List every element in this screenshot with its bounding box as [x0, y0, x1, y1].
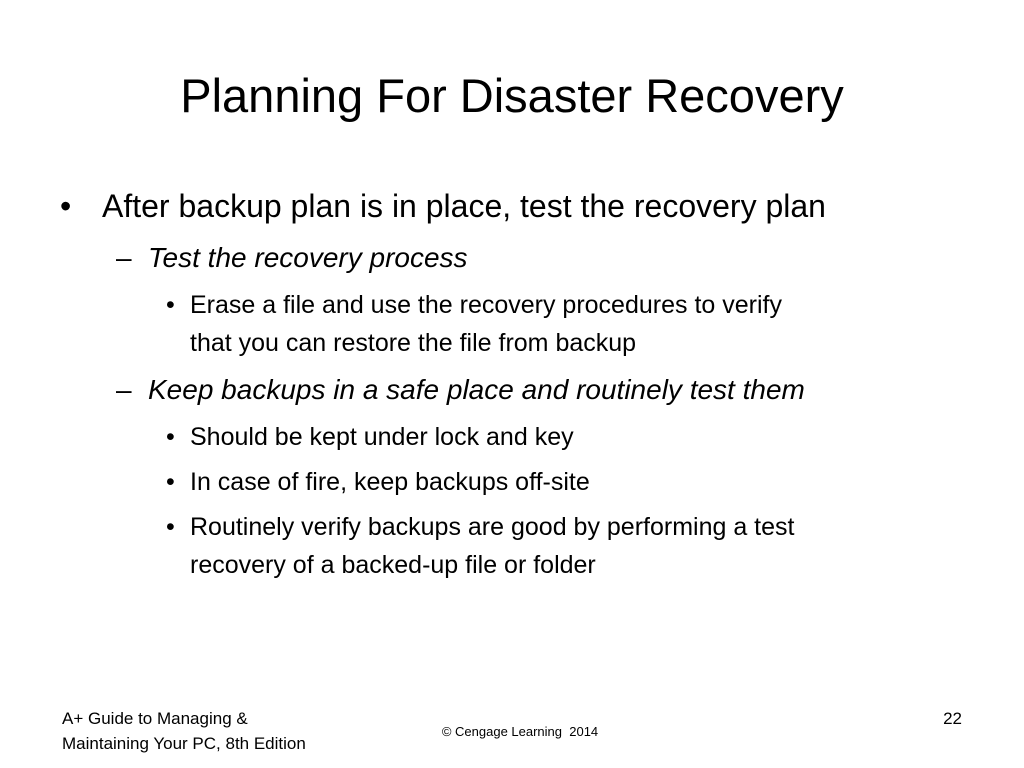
dash-marker: –	[116, 374, 132, 405]
slide-title: Planning For Disaster Recovery	[180, 69, 844, 122]
point-marker: •	[166, 291, 175, 319]
slide-number: 22	[943, 709, 962, 728]
point-text-line: recovery of a backed-up file or folder	[190, 551, 596, 579]
dash-marker: –	[116, 242, 132, 273]
footer-book-line: Maintaining Your PC, 8th Edition	[62, 734, 306, 753]
point-marker: •	[166, 423, 175, 451]
subitem-text: Test the recovery process	[148, 242, 468, 273]
footer-book-line: A+ Guide to Managing &	[62, 709, 248, 728]
point-text: In case of fire, keep backups off-site	[190, 468, 590, 496]
point-text-line: that you can restore the file from backup	[190, 329, 637, 357]
footer-book-title	[62, 706, 382, 756]
bullet-marker: •	[60, 188, 72, 224]
point-text	[190, 286, 960, 362]
subitem-text: Keep backups in a safe place and routinely test them	[148, 374, 805, 405]
point-text: Should be kept under lock and key	[190, 423, 574, 451]
point-marker: •	[166, 468, 175, 496]
footer-copyright: © Cengage Learning 2014	[441, 724, 599, 739]
point-marker: •	[166, 513, 175, 541]
point-text-line: Erase a file and use the recovery procedures to verify	[190, 291, 782, 319]
point-text	[190, 508, 960, 584]
point-text-line: Routinely verify backups are good by performing a test	[190, 513, 795, 541]
bullet-text: After backup plan is in place, test the recovery plan	[102, 188, 826, 224]
